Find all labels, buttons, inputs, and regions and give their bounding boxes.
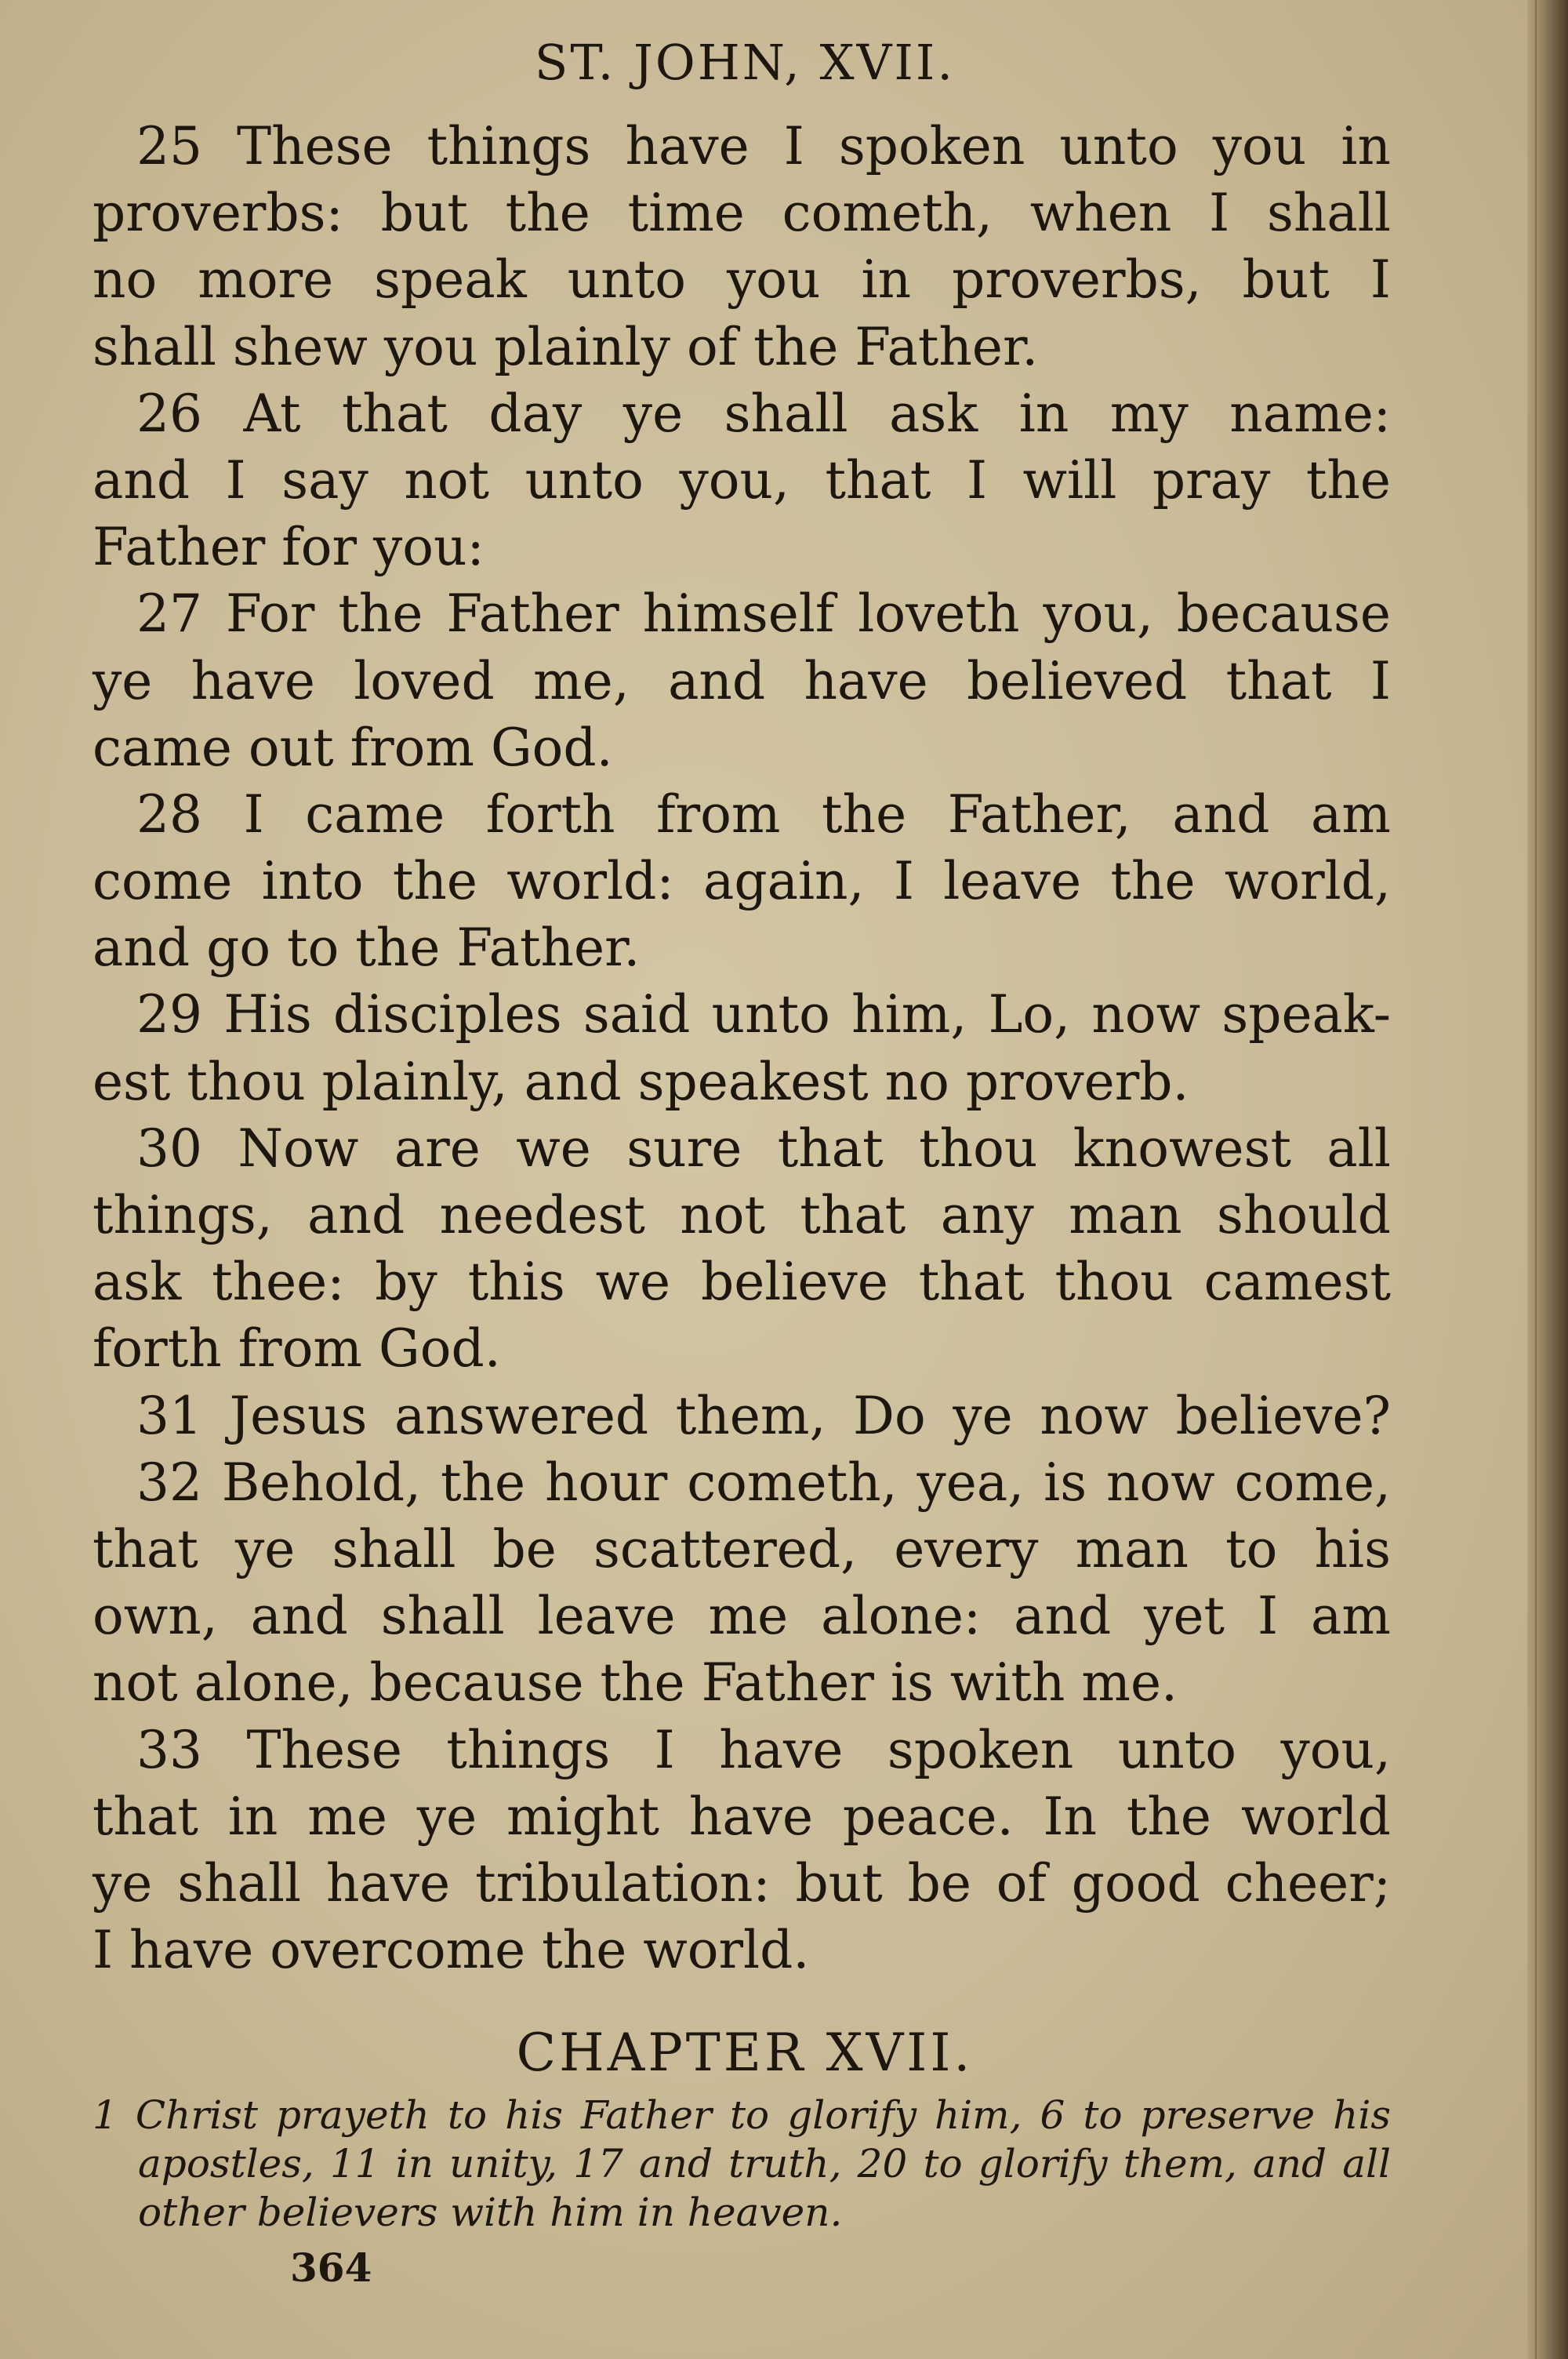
summary-line: apostles, 11 in unity, 17 and truth, 20 to glorify them, and all [138,2141,1391,2186]
chapter-heading: CHAPTER XVII. [516,2023,974,2083]
verse-line: proverbs: but the time cometh, when I shall [93,183,1391,244]
verse-line: that in me ye might have peace. In the world [93,1786,1391,1847]
verse-line: own, and shall leave me alone: and yet I am [93,1586,1391,1647]
verse-line: 29 His disciples said unto him, Lo, now speak- [136,984,1391,1045]
page-number: 364 [290,2245,372,2291]
verse-line: 26 At that day ye shall ask in my name: [136,383,1391,444]
verse-text-block [93,113,1391,1983]
verse-line: ye shall have tribulation: but be of good cheer; [93,1852,1391,1914]
verse-line: came out from God. [93,717,613,778]
verse-line: shall shew you plainly of the Father. [93,316,1039,377]
verse-line: 25 These things have I spoken unto you in [136,116,1391,176]
verse-line: and go to the Father. [93,918,641,979]
verse-line: ask thee: by this we believe that thou camest [93,1252,1391,1313]
verse-line: and I say not unto you, that I will pray the [93,449,1391,511]
running-head: ST. JOHN, XVII. [534,34,956,91]
verse-line: 31 Jesus answered them, Do ye now believe? [136,1385,1391,1446]
verse-line: come into the world: again, I leave the world, [93,851,1391,912]
verse-line: no more speak unto you in proverbs, but I [93,249,1391,311]
verse-line: 30 Now are we sure that thou knowest all [136,1118,1391,1179]
summary-line: other believers with him in heaven. [138,2190,843,2235]
verse-line: forth from God. [93,1318,501,1379]
verse-line: I have overcome the world. [93,1920,810,1981]
summary-line: 1 Christ prayeth to his Father to glorify him, 6 to preserve his [93,2092,1391,2138]
verse-line: Father for you: [93,517,485,578]
verse-line: 33 These things I have spoken unto you, [136,1719,1391,1780]
verse-line: 27 For the Father himself loveth you, because [136,583,1391,645]
verse-line: 32 Behold, the hour cometh, yea, is now come, [136,1452,1391,1513]
verse-line: that ye shall be scattered, every man to his [93,1518,1391,1579]
verse-line: 28 I came forth from the Father, and am [136,783,1391,845]
chapter-summary [93,2091,1391,2237]
verse-line: est thou plainly, and speakest no proverb. [93,1051,1189,1112]
verse-line: not alone, because the Father is with me. [93,1652,1178,1714]
verse-line: things, and needest not that any man should [93,1185,1391,1245]
book-gutter-edge [1527,0,1568,2359]
verse-line: ye have loved me, and have believed that I [93,650,1391,711]
